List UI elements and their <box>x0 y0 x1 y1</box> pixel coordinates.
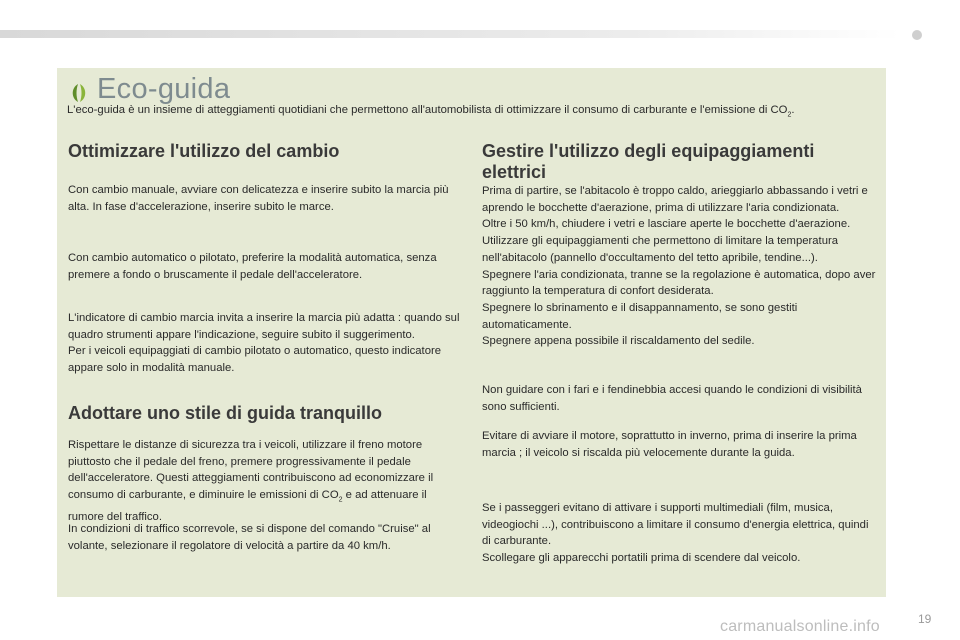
header-bar <box>0 30 900 38</box>
heading-driving-style: Adottare uno stile di guida tranquillo <box>68 403 382 423</box>
defrost-text: Spegnere lo sbrinamento e il disappannamento, se sono gestiti automaticamente. <box>482 301 798 331</box>
page-title: Eco-guida <box>97 73 231 105</box>
paragraph-cabin-temperature <box>482 183 877 350</box>
heading-gearbox: Ottimizzare l'utilizzo del cambio <box>68 141 340 161</box>
intro-text: L'eco-guida è un insieme di atteggiamenti quotidiani che permettono all'automobilista di ottimizzare il consumo di carburante e l'emissione di $CO_2$. <box>67 104 795 119</box>
paragraph-headlights: Non guidare con i fari e i fendinebbia accesi quando le condizioni di visibilità sono sufficienti. <box>482 384 862 413</box>
corner-dot <box>912 30 922 40</box>
paragraph-engine-start: Evitare di avviare il motore, soprattutto in inverno, prima di inserire la prima marcia ; il veicolo si riscalda più velocemente durante la guida. <box>482 430 857 459</box>
paragraph-safety-distance: Rispettare le distanze di sicurezza tra i veicoli, utilizzare il freno motore piuttosto che il pedale del freno, premere progressivamente il pedale dell'acceleratore. Questi atteggiamenti contribuiscono ad economizzare il consumo di carburante, e diminuire le emissioni di $CO_2$ e ad attenuare il rumore del traffico. <box>68 439 434 524</box>
limit-temperature-text: Utilizzare gli equipaggiamenti che permettono di limitare la temperatura nell'abitacolo (pannello d'occultamento del tetto apribile, tendine...). <box>482 235 839 264</box>
paragraph-automatic-gearbox: Con cambio automatico o pilotato, preferire la modalità automatica, senza premere a fondo o bruscamente il pedale dell'acceleratore. <box>68 252 437 281</box>
paragraph-manual-gearbox: Con cambio manuale, avviare con delicatezza e inserire subito la marcia più alta. In fase d'accelerazione, inserire subito le marce. <box>68 184 449 213</box>
paragraph-multimedia <box>482 500 877 567</box>
gear-indicator-note: Per i veicoli equipaggiati di cambio pilotato o automatico, questo indicatore appare solo in modalità manuale. <box>68 345 442 375</box>
paragraph-gear-indicator <box>68 310 463 377</box>
heading-electrical-equipment: Gestire l'utilizzo degli equipaggiamenti elettrici <box>482 141 815 182</box>
windows-speed-text: Oltre i 50 km/h, chiudere i vetri e lasciare aperte le bocchette d'aerazione. <box>482 218 851 231</box>
air-conditioning-text: Spegnere l'aria condizionata, tranne se la regolazione è automatica, dopo aver raggiunto la temperatura di confort desiderata. <box>482 268 876 298</box>
paragraph-cruise-control: In condizioni di traffico scorrevole, se si dispone del comando "Cruise" al volante, selezionare il regolatore di velocità a partire da 40 km/h. <box>68 523 431 552</box>
page-number: 19 <box>918 612 932 626</box>
multimedia-text: Se i passeggeri evitano di attivare i supporti multimediali (film, musica, videogiochi ...), contribuiscono a limitare il consumo d'energia elettrica, quindi di carburante. <box>482 502 869 548</box>
leaf-icon <box>68 82 90 104</box>
gear-indicator-text: L'indicatore di cambio marcia invita a inserire la marcia più adatta : quando sul quadro strumenti appare l'indicazione, seguire subito il suggerimento. <box>68 312 460 341</box>
seat-heating-text: Spegnere appena possibile il riscaldamento del sedile. <box>482 335 755 348</box>
cabin-ventilation-text: Prima di partire, se l'abitacolo è troppo caldo, arieggiarlo abbassando i vetri e aprendo le bocchette d'aerazione, prima di utilizzare l'aria condizionata. <box>482 185 868 214</box>
portable-devices-text: Scollegare gli apparecchi portatili prima di scendere dal veicolo. <box>482 552 801 565</box>
watermark: carmanualsonline.info <box>720 618 880 635</box>
